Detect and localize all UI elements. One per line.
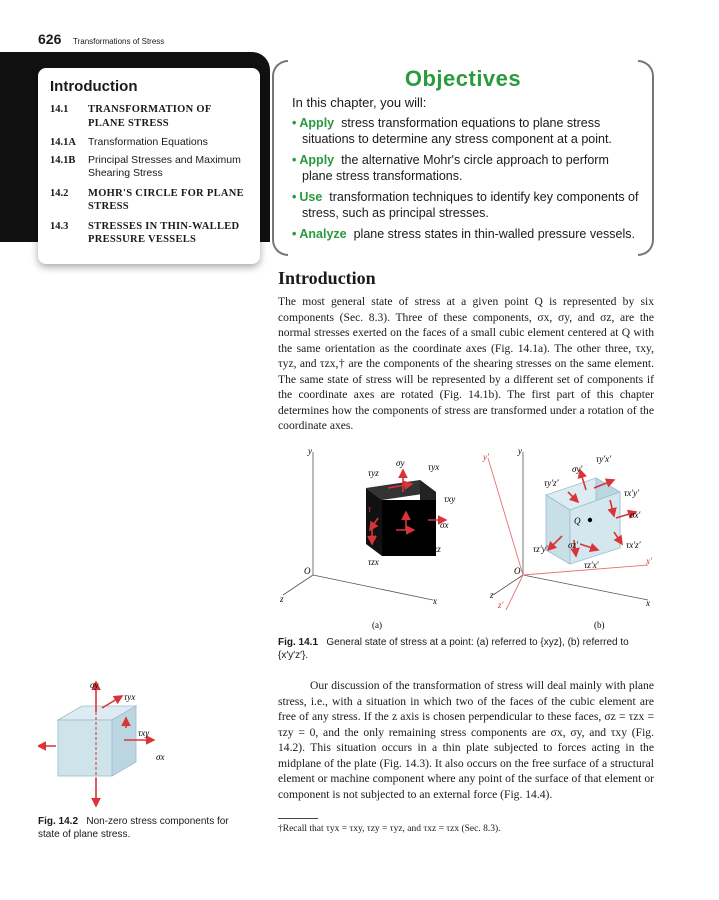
figure-14-1-caption: Fig. 14.1 General state of stress at a point: (a) referred to {xyz}, (b) referred to {x′y′z′}. <box>278 637 629 661</box>
subfig-label-b: (b) <box>594 620 605 630</box>
label-tau-yz: τyz <box>368 468 379 478</box>
axis-label: z <box>490 590 494 600</box>
intro-paragraph: The most general state of stress at a given point Q is represented by six components (Sec. 8.3). Three of these components, σx, σy, and σz, are the normal stresses exerted on the faces of a small cubic element centered at Q with the same orientation as the coordinate axes (Fig. 14.1a). The other three, τxy, τyz, and τzx,† are the components of the shearing stresses on the same element. The same state of stress will be represented by a different set of components if the coordinate axes are rotated (Fig. 14.1b). The first part of this chapter determines how the components of stress are transformed under a rotation of the coordinate axes. <box>278 295 654 432</box>
label-sigma-y: σy′ <box>572 464 583 474</box>
page-header <box>38 31 164 47</box>
figure-14-2 <box>38 678 238 808</box>
outline-entry[interactable]: 14.2 MOHR'S CIRCLE FOR PLANE STRESS <box>50 187 244 212</box>
origin-label: O <box>514 566 521 576</box>
label-tau-zx: τz′x′ <box>584 560 599 570</box>
origin-label: O <box>304 566 311 576</box>
point-q-label: Q <box>574 516 581 526</box>
section-heading: Introduction <box>278 268 376 288</box>
cube-b <box>546 478 620 564</box>
label-tau-yx: τyx <box>428 462 440 472</box>
objective-item: • Apply the alternative Mohr's circle approach to perform plane stress transformations. <box>292 153 609 183</box>
objective-item: • Apply stress transformation equations to plane stress situations to determine any stress component at a point. <box>292 116 612 146</box>
label-sigma-z: σz′ <box>568 540 578 550</box>
objectives-intro: In this chapter, you will: <box>292 95 427 110</box>
label-sigma-y: σy <box>396 458 405 468</box>
figure-14-2-caption: Fig. 14.2 Non-zero stress components for state of plane stress. <box>38 816 229 840</box>
running-title: Transformations of Stress <box>72 37 165 46</box>
axis-label: z′ <box>498 600 504 610</box>
cube-plane-stress <box>58 706 136 776</box>
axis-label: x <box>433 596 437 606</box>
objectives-list <box>292 115 640 247</box>
axis-label: x <box>646 598 650 608</box>
label-tau-yx: τy′x′ <box>596 454 612 464</box>
label-sigma-z: σz <box>368 532 376 542</box>
footnote-rule <box>278 818 318 819</box>
outline-entry[interactable]: 14.1B Principal Stresses and Maximum Shearing Stress <box>50 153 241 179</box>
label-tau-xz: τxz <box>430 544 441 554</box>
outline-entry[interactable]: 14.3 STRESSES IN THIN-WALLED PRESSURE VESSELS <box>50 220 240 245</box>
objective-item: • Use transformation techniques to identify key components of stress, such as principal stresses. <box>292 190 639 220</box>
page-number: 626 <box>38 31 62 47</box>
label-tau: τ <box>368 504 372 514</box>
label-tau-xy: τx′y′ <box>624 488 640 498</box>
label-tau-yx: τyx <box>124 692 136 702</box>
label-tau-zy: τz′y′ <box>533 544 548 554</box>
cube-a <box>366 480 436 556</box>
objective-item: • Analyze plane stress states in thin-walled pressure vessels. <box>292 227 635 241</box>
label-tau-xy: τxy <box>444 494 456 504</box>
label-sigma-x: σx <box>440 520 449 530</box>
label-tau-zx: τzx <box>368 557 379 567</box>
label-sigma-y: σy <box>90 680 99 690</box>
label-tau-xz: τx′z′ <box>626 540 641 550</box>
chapter-outline <box>38 68 260 264</box>
outline-entry[interactable]: 14.1A Transformation Equations <box>50 136 208 148</box>
label-tau-xy: τxy <box>138 728 150 738</box>
plane-stress-paragraph: Our discussion of the transformation of stress will deal mainly with plane stress, i.e., with a situation in which two of the faces of the cubic element are free of any stress. If the z axis is chosen perpendicular to these faces, σz = τzx = τzy = 0, and the only remaining stress components are σx, σy, and τxy (Fig. 14.2). This situation occurs in a thin plate subjected to forces acting in the midplane of the plate (Fig. 14.3). It also occurs on the free surface of a structural element or machine component where any point of the surface of that element or component is not subjected to an external force (Fig. 14.4). <box>278 679 654 801</box>
label-sigma-x: σx <box>156 752 165 762</box>
axis-label: y <box>308 446 312 456</box>
subfig-label-a: (a) <box>372 620 382 630</box>
outline-entry[interactable]: 14.1 TRANSFORMATION OF PLANE STRESS <box>50 104 212 129</box>
outline-title: Introduction <box>50 78 138 95</box>
axis-label: y′ <box>483 452 489 462</box>
objectives-box <box>272 60 654 256</box>
axis-label: x′ <box>646 556 652 566</box>
label-sigma-x: σx′ <box>630 510 641 520</box>
footnote: †Recall that τyx = τxy, τzy = τyz, and τxz = τzx (Sec. 8.3). <box>278 824 501 834</box>
axis-label: y <box>518 446 522 456</box>
axis-label: z <box>280 594 284 604</box>
figure-14-1 <box>278 440 658 640</box>
label-tau-yz: τy′z′ <box>544 478 559 488</box>
objectives-title: Objectives <box>404 66 522 91</box>
